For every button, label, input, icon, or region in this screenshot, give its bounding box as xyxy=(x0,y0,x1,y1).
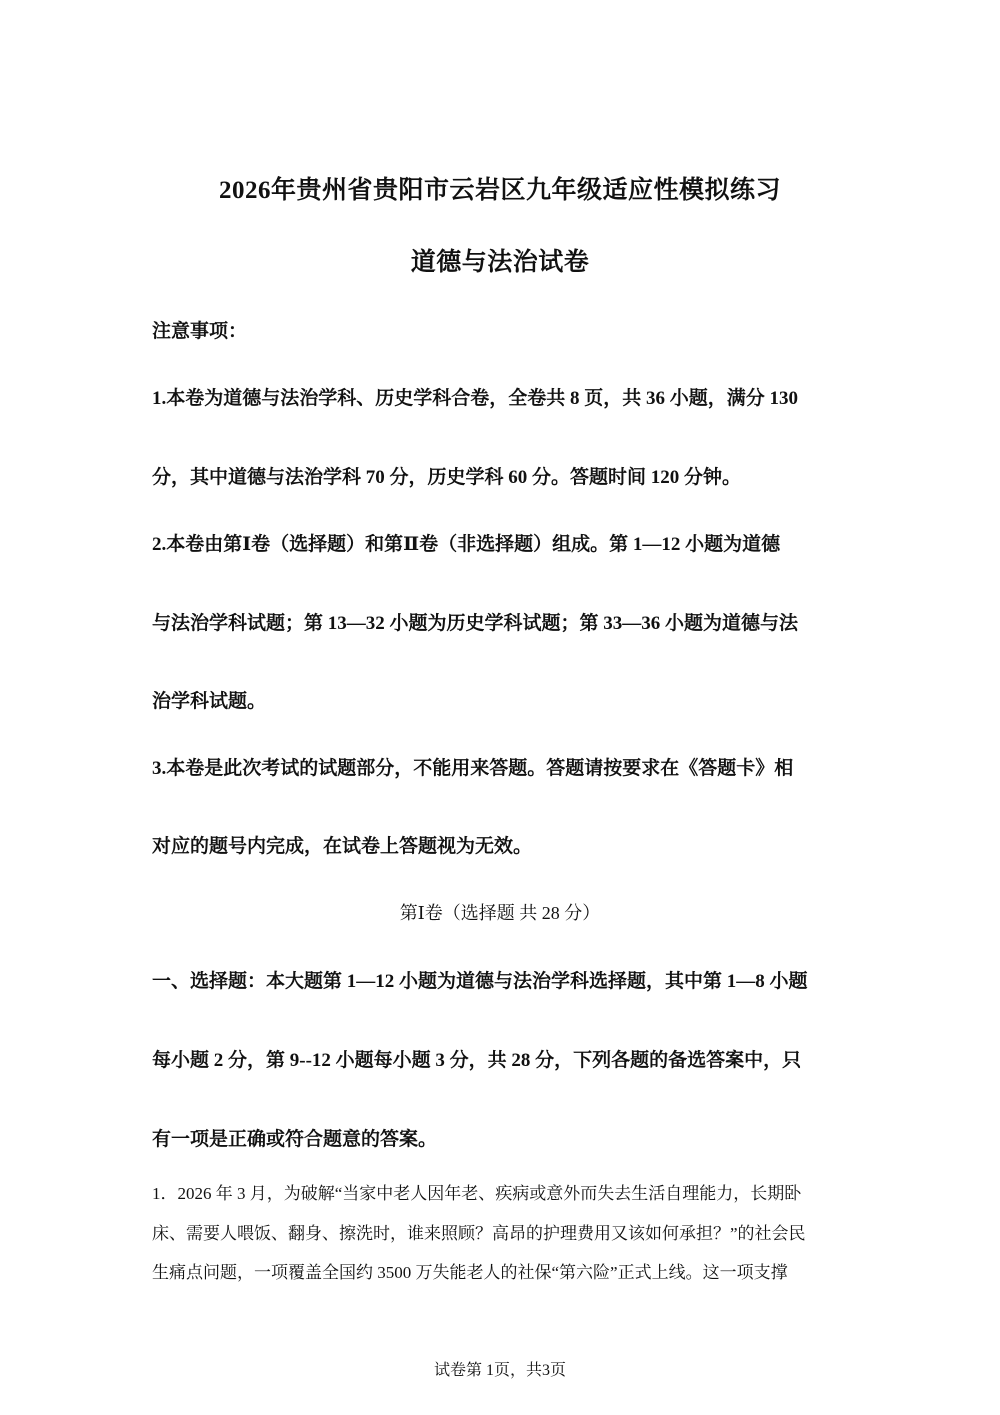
question-text-line: 1．2026 年 3 月，为破解“当家中老人因年老、疾病或意外而失去生活自理能力，长期卧 xyxy=(152,1184,802,1203)
section-instruction-line: 有一项是正确或符合题意的答案。 xyxy=(152,1129,438,1150)
question-text-line: 生痛点问题，一项覆盖全国约 3500 万失能老人的社保“第六险”正式上线。这一项支撑 xyxy=(152,1263,788,1282)
exam-subtitle: 道德与法治试卷 xyxy=(410,249,590,276)
notice-heading: 注意事项： xyxy=(152,321,248,342)
notice-line: 1.本卷为道德与法治学科、历史学科合卷，全卷共 8 页，共 36 小题，满分 130 xyxy=(152,388,799,409)
question-text-line: 床、需要人喂饭、翻身、擦洗时，谁来照顾？高昂的护理费用又该如何承担？”的社会民 xyxy=(152,1224,806,1243)
section-instruction-line: 每小题 2 分，第 9--12 小题每小题 3 分，共 28 分，下列各题的备选答案中，只 xyxy=(152,1050,802,1071)
exam-title: 2026年贵州省贵阳市云岩区九年级适应性模拟练习 xyxy=(218,177,781,204)
notice-line: 治学科试题。 xyxy=(152,691,267,712)
notice-line: 分，其中道德与法治学科 70 分，历史学科 60 分。答题时间 120 分钟。 xyxy=(152,467,742,488)
notice-line: 3.本卷是此次考试的试题部分，不能用来答题。答题请按要求在《答题卡》相 xyxy=(152,758,794,779)
part1-heading: 第Ⅰ卷（选择题 共 28 分） xyxy=(399,903,601,923)
section-instruction-line: 一、选择题：本大题第 1—12 小题为道德与法治学科选择题，其中第 1—8 小题 xyxy=(152,971,808,992)
notice-line: 对应的题号内完成，在试卷上答题视为无效。 xyxy=(152,836,533,857)
notice-line: 2.本卷由第Ⅰ卷（选择题）和第Ⅱ卷（非选择题）组成。第 1—12 小题为道德 xyxy=(152,534,781,555)
notice-line: 与法治学科试题；第 13—32 小题为历史学科试题；第 33—36 小题为道德与法 xyxy=(152,613,799,634)
page-footer: 试卷第 1页，共3页 xyxy=(433,1362,566,1379)
